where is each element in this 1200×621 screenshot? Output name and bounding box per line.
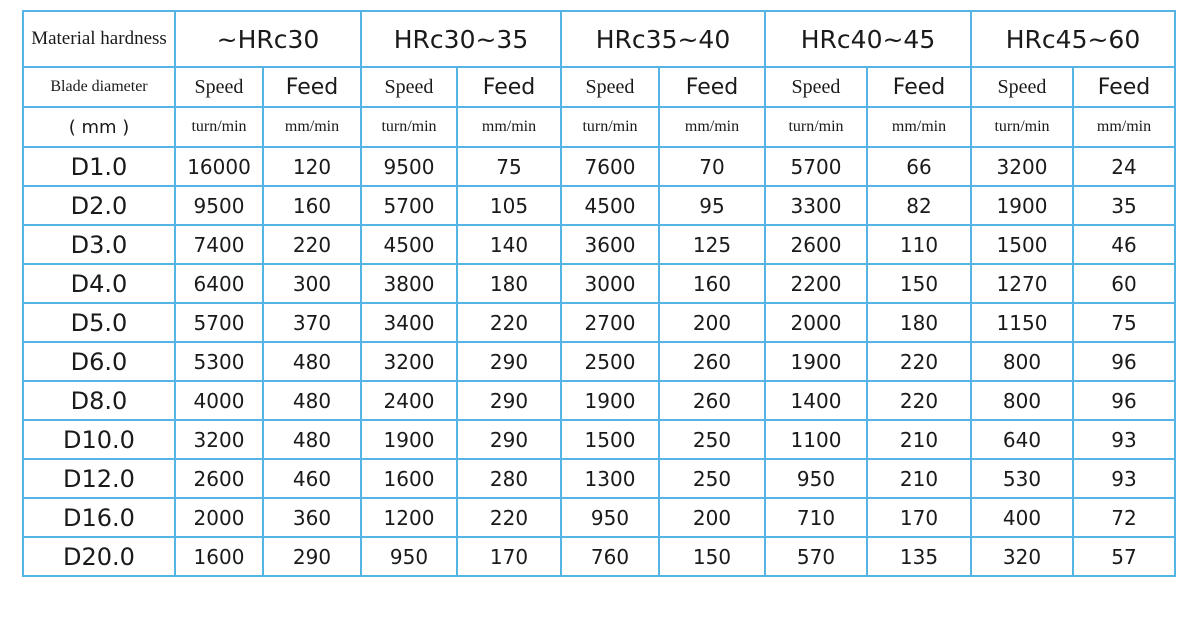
table-row [23,225,1175,264]
feed-value-cell: 180 [867,303,971,342]
feed-value-cell: 260 [659,381,765,420]
feed-value-cell: 250 [659,420,765,459]
speed-value-cell: 3200 [361,342,457,381]
blade-diameter-cell: D5.0 [23,303,175,342]
table-row [23,342,1175,381]
speed-value-cell: 2500 [561,342,659,381]
feed-value-cell: 66 [867,147,971,186]
speed-value-cell: 3800 [361,264,457,303]
speed-value-cell: 4500 [361,225,457,264]
blade-diameter-cell: D16.0 [23,498,175,537]
header-row-hardness [23,11,1175,67]
speed-header: Speed [361,67,457,107]
speed-value-cell: 1400 [765,381,867,420]
speed-value-cell: 5700 [175,303,263,342]
feed-value-cell: 24 [1073,147,1175,186]
feed-value-cell: 96 [1073,381,1175,420]
feed-value-cell: 120 [263,147,361,186]
speed-header: Speed [175,67,263,107]
speed-value-cell: 5700 [765,147,867,186]
feed-value-cell: 46 [1073,225,1175,264]
feed-value-cell: 210 [867,459,971,498]
feed-value-cell: 57 [1073,537,1175,576]
feed-value-cell: 290 [263,537,361,576]
blade-diameter-header: Blade diameter [23,67,175,107]
hardness-group-header: HRc35~40 [561,11,765,67]
speed-value-cell: 7600 [561,147,659,186]
speed-value-cell: 3400 [361,303,457,342]
table-row [23,147,1175,186]
table-row [23,420,1175,459]
blade-diameter-cell: D20.0 [23,537,175,576]
feed-value-cell: 93 [1073,459,1175,498]
speed-value-cell: 1600 [361,459,457,498]
feed-value-cell: 110 [867,225,971,264]
speed-value-cell: 9500 [361,147,457,186]
feed-value-cell: 200 [659,498,765,537]
feed-value-cell: 220 [263,225,361,264]
speed-value-cell: 2400 [361,381,457,420]
speed-value-cell: 530 [971,459,1073,498]
feed-value-cell: 35 [1073,186,1175,225]
table-row [23,381,1175,420]
speed-value-cell: 320 [971,537,1073,576]
feed-unit: mm/min [263,107,361,147]
speed-value-cell: 4000 [175,381,263,420]
speed-value-cell: 800 [971,381,1073,420]
feed-value-cell: 170 [867,498,971,537]
material-hardness-header: Material hardness [23,11,175,67]
feed-value-cell: 75 [457,147,561,186]
speed-value-cell: 6400 [175,264,263,303]
feed-value-cell: 220 [867,381,971,420]
speed-value-cell: 950 [561,498,659,537]
feed-value-cell: 480 [263,420,361,459]
speed-value-cell: 570 [765,537,867,576]
feed-value-cell: 170 [457,537,561,576]
feed-unit: mm/min [659,107,765,147]
speed-value-cell: 3300 [765,186,867,225]
feed-value-cell: 300 [263,264,361,303]
speed-value-cell: 5700 [361,186,457,225]
feed-unit: mm/min [1073,107,1175,147]
feed-value-cell: 150 [659,537,765,576]
feed-unit: mm/min [457,107,561,147]
speed-header: Speed [561,67,659,107]
feed-header: Feed [457,67,561,107]
feed-value-cell: 360 [263,498,361,537]
feed-value-cell: 140 [457,225,561,264]
speed-value-cell: 800 [971,342,1073,381]
speed-value-cell: 950 [361,537,457,576]
speed-unit: turn/min [765,107,867,147]
speed-value-cell: 1900 [765,342,867,381]
speed-value-cell: 2700 [561,303,659,342]
blade-diameter-cell: D2.0 [23,186,175,225]
speed-value-cell: 5300 [175,342,263,381]
speed-value-cell: 760 [561,537,659,576]
speed-value-cell: 4500 [561,186,659,225]
feed-value-cell: 160 [659,264,765,303]
feed-value-cell: 370 [263,303,361,342]
feed-value-cell: 93 [1073,420,1175,459]
feed-value-cell: 72 [1073,498,1175,537]
speed-header: Speed [971,67,1073,107]
feed-value-cell: 220 [867,342,971,381]
feed-value-cell: 220 [457,303,561,342]
feed-value-cell: 70 [659,147,765,186]
speed-value-cell: 2600 [175,459,263,498]
feed-value-cell: 290 [457,342,561,381]
speed-value-cell: 1500 [971,225,1073,264]
table-row [23,498,1175,537]
header-row-speed-feed [23,67,1175,107]
feed-value-cell: 290 [457,420,561,459]
speed-value-cell: 640 [971,420,1073,459]
table-row [23,264,1175,303]
hardness-group-header: HRc40~45 [765,11,971,67]
speed-value-cell: 1500 [561,420,659,459]
cutting-parameters-table [22,10,1176,577]
speed-value-cell: 1600 [175,537,263,576]
feed-value-cell: 135 [867,537,971,576]
table-row [23,186,1175,225]
speed-value-cell: 9500 [175,186,263,225]
speed-header: Speed [765,67,867,107]
speed-value-cell: 1900 [561,381,659,420]
blade-diameter-cell: D12.0 [23,459,175,498]
speed-value-cell: 2000 [175,498,263,537]
speed-value-cell: 710 [765,498,867,537]
feed-value-cell: 200 [659,303,765,342]
table-row [23,459,1175,498]
speed-value-cell: 1270 [971,264,1073,303]
speed-value-cell: 1900 [361,420,457,459]
feed-value-cell: 150 [867,264,971,303]
speed-value-cell: 1200 [361,498,457,537]
speed-value-cell: 3200 [175,420,263,459]
feed-unit: mm/min [867,107,971,147]
feed-value-cell: 60 [1073,264,1175,303]
feed-header: Feed [867,67,971,107]
speed-value-cell: 3200 [971,147,1073,186]
speed-value-cell: 2200 [765,264,867,303]
feed-header: Feed [659,67,765,107]
hardness-group-header: HRc30~35 [361,11,561,67]
blade-diameter-cell: D1.0 [23,147,175,186]
cutting-parameters-table-container [22,10,1176,577]
speed-unit: turn/min [175,107,263,147]
speed-value-cell: 400 [971,498,1073,537]
blade-diameter-cell: D10.0 [23,420,175,459]
feed-value-cell: 280 [457,459,561,498]
blade-diameter-cell: D6.0 [23,342,175,381]
speed-value-cell: 7400 [175,225,263,264]
hardness-group-header: HRc45~60 [971,11,1175,67]
feed-value-cell: 220 [457,498,561,537]
table-row [23,537,1175,576]
speed-value-cell: 3000 [561,264,659,303]
speed-value-cell: 1300 [561,459,659,498]
hardness-group-header: ~HRc30 [175,11,361,67]
feed-value-cell: 125 [659,225,765,264]
feed-value-cell: 260 [659,342,765,381]
feed-value-cell: 82 [867,186,971,225]
feed-value-cell: 210 [867,420,971,459]
speed-unit: turn/min [561,107,659,147]
table-row [23,303,1175,342]
speed-value-cell: 2600 [765,225,867,264]
blade-diameter-cell: D4.0 [23,264,175,303]
diameter-unit-header: ( mm ) [23,107,175,147]
blade-diameter-cell: D8.0 [23,381,175,420]
speed-unit: turn/min [971,107,1073,147]
feed-value-cell: 180 [457,264,561,303]
feed-value-cell: 95 [659,186,765,225]
speed-value-cell: 1150 [971,303,1073,342]
speed-value-cell: 1900 [971,186,1073,225]
feed-value-cell: 105 [457,186,561,225]
header-row-units [23,107,1175,147]
speed-value-cell: 950 [765,459,867,498]
speed-value-cell: 2000 [765,303,867,342]
feed-header: Feed [1073,67,1175,107]
feed-value-cell: 290 [457,381,561,420]
speed-value-cell: 3600 [561,225,659,264]
feed-value-cell: 480 [263,381,361,420]
speed-value-cell: 16000 [175,147,263,186]
speed-value-cell: 1100 [765,420,867,459]
feed-value-cell: 480 [263,342,361,381]
speed-unit: turn/min [361,107,457,147]
feed-header: Feed [263,67,361,107]
feed-value-cell: 160 [263,186,361,225]
feed-value-cell: 460 [263,459,361,498]
feed-value-cell: 75 [1073,303,1175,342]
feed-value-cell: 96 [1073,342,1175,381]
blade-diameter-cell: D3.0 [23,225,175,264]
feed-value-cell: 250 [659,459,765,498]
